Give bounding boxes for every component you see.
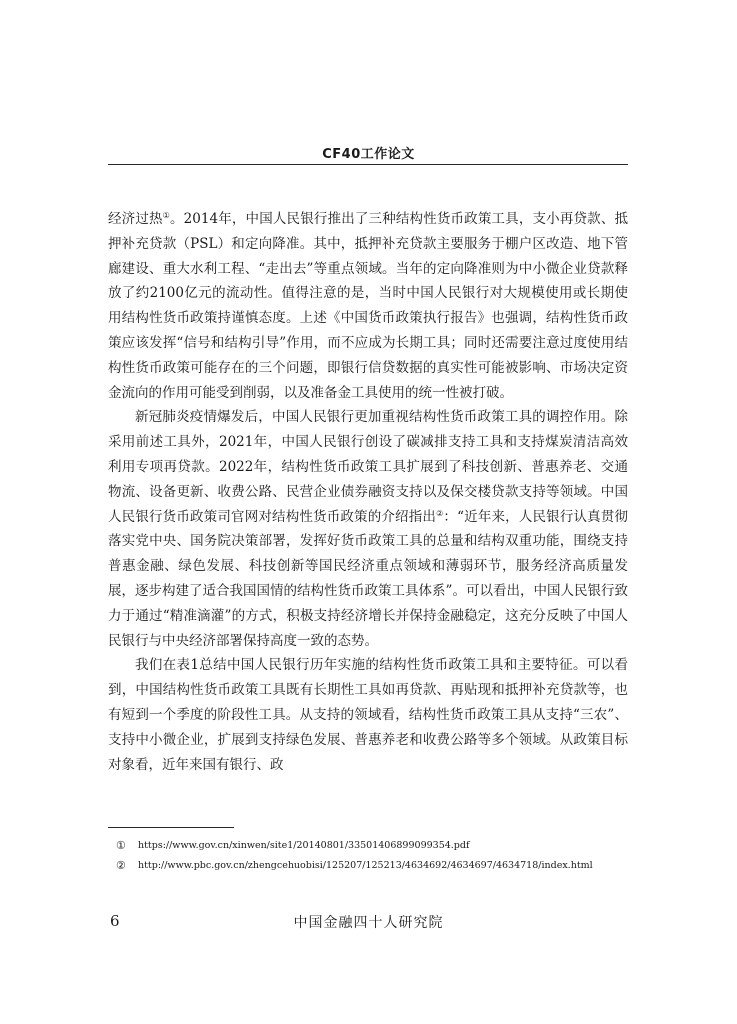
- paragraph-1: [108, 207, 628, 405]
- paragraph-2: [108, 405, 628, 653]
- footnote-1-mark: ①: [116, 839, 126, 852]
- footnote-1: [116, 836, 626, 856]
- paragraph-1-text-b: 。2014年，中国人民银行推出了三种结构性货币政策工具，支小再贷款、抵押补充贷款（PSL）和定向降准。其中，抵押补充贷款主要服务于棚户区改造、地下管廊建设、重大水利工程、“走出去”等重点领域。当年的定向降准则为中小微企业贷款释放了约2100亿元的流动性。值得注意的是，当时中国人民银行对大规模使用或长期使用结构性货币政策持谨慎态度。上述《中国货币政策执行报告》也强调，结构性货币政策应该发挥“信号和结构引导”作用，而不应成为长期工具；同时还需要注意过度使用结构性货币政策可能存在的三个问题，即银行信贷数据的真实性可能被影响、市场决定资金流向的作用可能受到削弱，以及准备金工具使用的统一性被打破。: [108, 211, 629, 401]
- paragraph-3: 我们在表1总结中国人民银行历年实施的结构性货币政策工具和主要特征。可以看到，中国结构性货币政策工具既有长期性工具如再贷款、再贴现和抵押补充贷款等，也有短到一个季度的阶段性工具。从支持的领域看，结构性货币政策工具从支持“三农”、支持中小微企业，扩展到支持绿色发展、普惠养老和收费公路等多个领域。从政策目标对象看，近年来国有银行、政: [108, 657, 628, 773]
- paragraph-2-text-a: 新冠肺炎疫情爆发后，中国人民银行更加重视结构性货币政策工具的调控作用。除采用前述工具外，2021年，中国人民银行创设了碳减排支持工具和支持煤炭清洁高效利用专项再贷款。2022年，结构性货币政策工具扩展到了科技创新、普惠养老、交通物流、设备更新、收费公路、民营企业债券融资支持以及保交楼贷款支持等领域。中国人民银行货币政策司官网对结构性货币政策的介绍指出: [108, 409, 628, 525]
- paragraph-1-text-a: 经济过热: [108, 211, 163, 227]
- running-header-title: CF40工作论文: [322, 147, 415, 162]
- footnote-1-link[interactable]: https://www.gov.cn/xinwen/site1/20140801/33501406899099354.pdf: [138, 840, 470, 851]
- page-number: 6: [110, 912, 120, 930]
- paragraph-2-text-b: ：“近年来，人民银行认真贯彻落实党中央、国务院决策部署，发挥好货币政策工具的总量和结构双重功能，围绕支持普惠金融、绿色发展、科技创新等国民经济重点领域和薄弱环节，服务经济高质量发展，逐步构建了适合我国国情的结构性货币政策工具体系”。可以看出，中国人民银行致力于通过“精准滴灌”的方式，积极支持经济增长并保持金融稳定，这充分反映了中国人民银行与中央经济部署保持高度一致的态势。: [108, 508, 629, 649]
- footnote-2: [116, 856, 626, 876]
- header-divider: [108, 164, 628, 165]
- footnotes: [116, 836, 626, 876]
- footnote-ref-2[interactable]: ②: [436, 508, 444, 518]
- footnote-ref-1[interactable]: ①: [162, 211, 171, 220]
- footer-organization: 中国金融四十人研究院: [293, 915, 444, 931]
- footnote-divider: [108, 827, 234, 828]
- body-text: [108, 207, 628, 777]
- footnote-2-link[interactable]: http://www.pbc.gov.cn/zhengcehuobisi/125207/125213/4634692/4634697/4634718/index.html: [138, 860, 593, 871]
- footnote-2-mark: ②: [116, 859, 126, 872]
